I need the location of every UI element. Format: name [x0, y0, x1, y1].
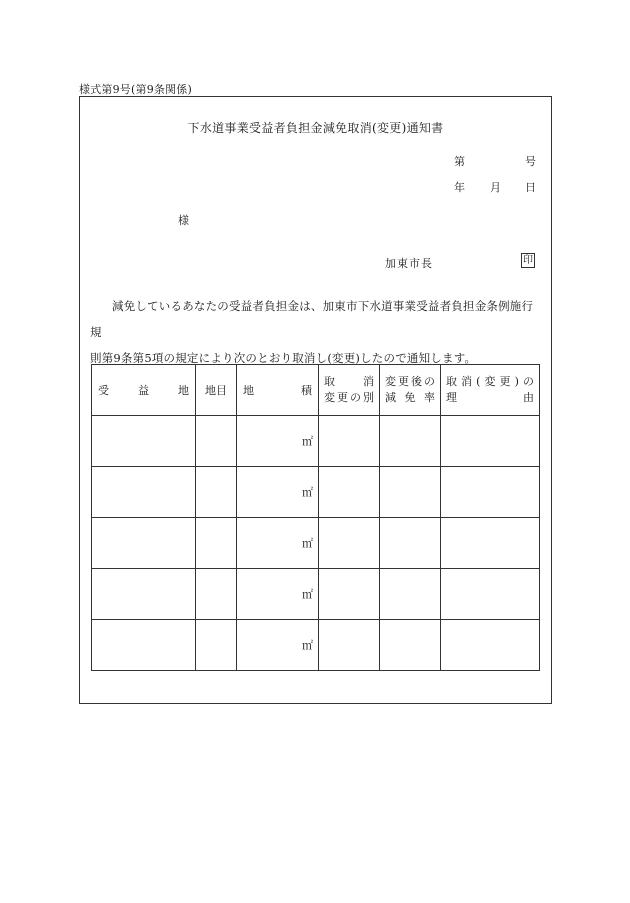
form-number-label: 様式第9号(第9条関係)	[79, 83, 192, 96]
cell-reason[interactable]	[441, 518, 540, 569]
document-title: 下水道事業受益者負担金減免取消(変更)通知書	[187, 121, 444, 135]
cell-chimoku[interactable]	[196, 620, 237, 671]
area-unit: ㎡	[302, 639, 313, 652]
cell-cancel-change[interactable]	[319, 569, 380, 620]
cell-chimoku[interactable]	[196, 518, 237, 569]
cell-cancel-change[interactable]	[319, 620, 380, 671]
area-unit: ㎡	[302, 537, 313, 550]
cell-cancel-change[interactable]	[319, 467, 380, 518]
land-table	[91, 364, 540, 671]
table-row	[92, 467, 540, 518]
cell-reason[interactable]	[441, 569, 540, 620]
area-unit: ㎡	[302, 588, 313, 601]
cell-chimoku[interactable]	[196, 416, 237, 467]
issuer-name: 加東市長	[385, 257, 433, 270]
table-header-row	[92, 365, 540, 416]
table-row	[92, 518, 540, 569]
cell-area[interactable]	[237, 518, 319, 569]
header-land: 受益地	[92, 365, 196, 416]
cell-area[interactable]	[237, 467, 319, 518]
header-cancel-change: 取消 変更の別	[319, 365, 380, 416]
notice-frame	[79, 96, 552, 704]
cell-cancel-change[interactable]	[319, 518, 380, 569]
cell-area[interactable]	[237, 416, 319, 467]
header-reduction-rate: 変更後の 減免率	[380, 365, 441, 416]
cell-reduction-rate[interactable]	[380, 518, 441, 569]
cell-reason[interactable]	[441, 620, 540, 671]
number-dai: 第	[454, 155, 465, 168]
table-row	[92, 569, 540, 620]
addressee-suffix: 様	[178, 214, 189, 227]
cell-chimoku[interactable]	[196, 569, 237, 620]
number-go: 号	[525, 155, 536, 168]
cell-reason[interactable]	[441, 416, 540, 467]
date-year: 年	[454, 181, 465, 194]
notice-body	[90, 293, 541, 371]
table-row	[92, 620, 540, 671]
notice-body-line-2: 則第9条第5項の規定により次のとおり取消し(変更)したので通知します。	[90, 351, 477, 365]
cell-land[interactable]	[92, 467, 196, 518]
cell-land[interactable]	[92, 518, 196, 569]
seal-stamp-box: 印	[523, 255, 533, 266]
cell-reduction-rate[interactable]	[380, 467, 441, 518]
notice-body-line-1: 減免しているあなたの受益者負担金は、加東市下水道事業受益者負担金条例施行規	[90, 299, 534, 339]
cell-cancel-change[interactable]	[319, 416, 380, 467]
cell-area[interactable]	[237, 620, 319, 671]
header-reason: 取消(変更)の 理由	[441, 365, 540, 416]
cell-reduction-rate[interactable]	[380, 569, 441, 620]
cell-area[interactable]	[237, 569, 319, 620]
area-unit: ㎡	[302, 486, 313, 499]
cell-chimoku[interactable]	[196, 467, 237, 518]
cell-reason[interactable]	[441, 467, 540, 518]
cell-reduction-rate[interactable]	[380, 416, 441, 467]
cell-reduction-rate[interactable]	[380, 620, 441, 671]
cell-land[interactable]	[92, 416, 196, 467]
cell-land[interactable]	[92, 569, 196, 620]
date-month: 月	[490, 181, 501, 194]
header-chimoku: 地目	[196, 365, 237, 416]
table-row	[92, 416, 540, 467]
area-unit: ㎡	[302, 435, 313, 448]
date-day: 日	[525, 181, 536, 194]
cell-land[interactable]	[92, 620, 196, 671]
header-area: 地積	[237, 365, 319, 416]
